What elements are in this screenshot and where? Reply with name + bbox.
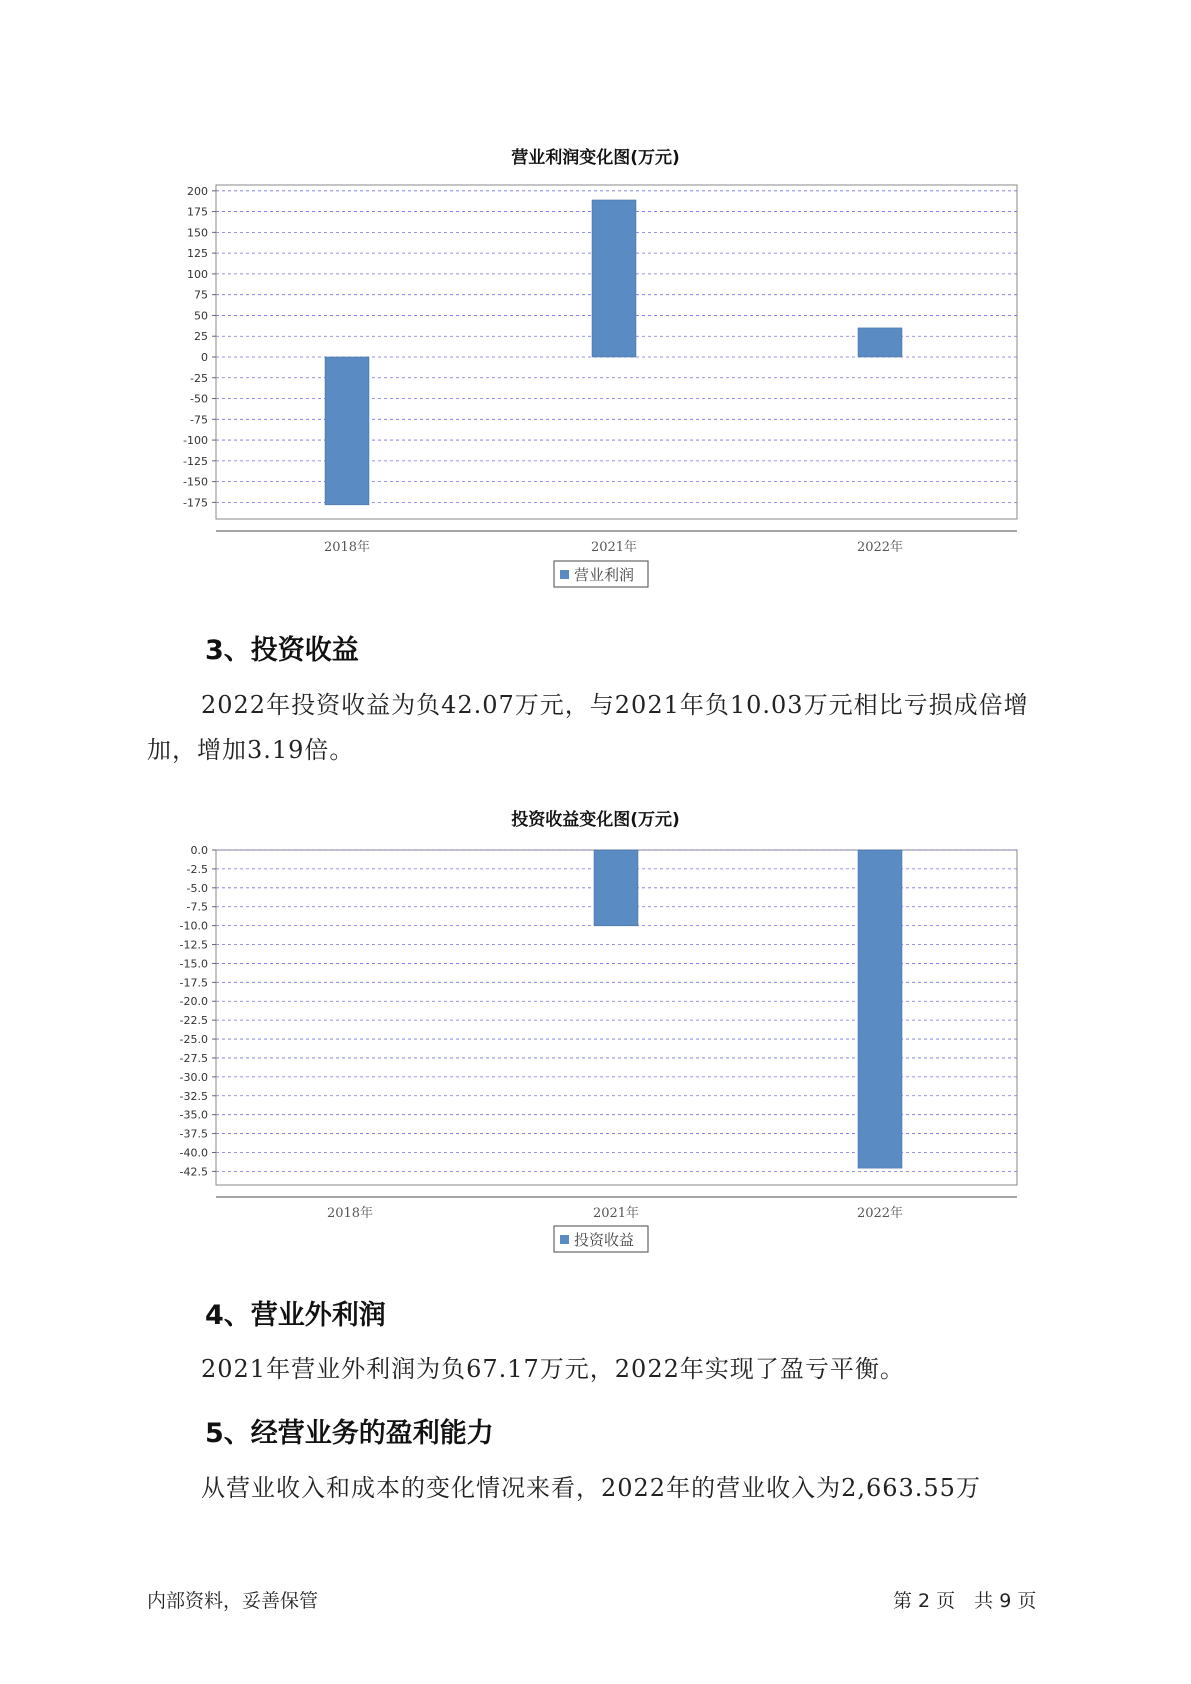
y-tick-label: -10.0 (179, 919, 208, 933)
y-tick-label: -17.5 (179, 976, 208, 990)
footer-confidential-note: 内部资料，妥善保管 (147, 1590, 319, 1612)
section-3-paragraph: 2022年投资收益为负42.07万元，与2021年负10.03万元相比亏损成倍增加，增加3.19倍。 (147, 691, 1029, 764)
y-tick-label: -25 (190, 371, 208, 385)
bar-2022年 (858, 328, 902, 357)
section-5-paragraph: 从营业收入和成本的变化情况来看，2022年的营业收入为2,663.55万 (201, 1474, 981, 1502)
y-tick-label: 25 (194, 330, 208, 344)
y-tick-label: -75 (190, 413, 208, 427)
y-tick-label: 125 (187, 247, 208, 261)
section-4-heading: 4、营业外利润 (205, 1300, 386, 1331)
section-4-paragraph: 2021年营业外利润为负67.17万元，2022年实现了盈亏平衡。 (201, 1355, 905, 1383)
section-5-heading: 5、经营业务的盈利能力 (205, 1418, 494, 1449)
y-tick-label: -22.5 (179, 1014, 208, 1028)
legend-swatch (560, 1235, 569, 1244)
y-tick-label: -175 (183, 496, 208, 510)
y-tick-label: -27.5 (179, 1051, 208, 1065)
x-category-label: 2022年 (856, 1206, 904, 1221)
chart2-title: 投资收益变化图(万元) (511, 810, 680, 830)
y-tick-label: 0 (201, 350, 208, 364)
legend-label: 投资收益 (574, 1231, 635, 1249)
y-tick-label: 150 (187, 226, 208, 240)
x-category-label: 2021年 (590, 540, 638, 555)
y-tick-label: -125 (183, 454, 208, 468)
y-tick-label: -15.0 (179, 957, 208, 971)
bar-2018年 (325, 357, 369, 505)
bar-2021年 (594, 850, 638, 926)
y-tick-label: -32.5 (179, 1089, 208, 1103)
y-tick-label: -7.5 (186, 900, 208, 914)
footer-page-number: 第 2 页 共 9 页 (893, 1590, 1037, 1612)
legend (554, 1226, 648, 1252)
y-tick-label: -2.5 (186, 862, 208, 876)
y-tick-label: -50 (190, 392, 208, 406)
y-tick-label: -35.0 (179, 1108, 208, 1122)
x-category-label: 2022年 (856, 540, 904, 555)
legend-label: 营业利润 (574, 566, 635, 584)
y-tick-label: 0.0 (190, 844, 208, 857)
y-tick-label: -25.0 (179, 1033, 208, 1047)
legend (554, 561, 648, 587)
y-tick-label: -20.0 (179, 995, 208, 1009)
x-category-label: 2018年 (326, 1206, 374, 1221)
y-tick-label: -5.0 (186, 881, 208, 895)
legend-swatch (560, 570, 569, 579)
y-tick-label: -150 (183, 475, 208, 489)
y-tick-label: 75 (194, 288, 208, 302)
chart1-title: 营业利润变化图(万元) (511, 148, 680, 168)
y-tick-label: -40.0 (179, 1146, 208, 1160)
operating-profit-chart (0, 180, 1191, 640)
x-category-label: 2018年 (323, 540, 371, 555)
y-tick-label: -37.5 (179, 1127, 208, 1141)
y-tick-label: 200 (187, 184, 208, 198)
section-3-heading: 3、投资收益 (205, 635, 359, 666)
y-tick-label: 100 (187, 267, 208, 281)
bar-2022年 (858, 850, 902, 1168)
y-tick-label: -12.5 (179, 938, 208, 952)
y-tick-label: 175 (187, 205, 208, 219)
investment-income-chart (0, 840, 1191, 1300)
x-category-label: 2021年 (592, 1206, 640, 1221)
y-tick-label: -100 (183, 434, 208, 448)
y-tick-label: -42.5 (179, 1165, 208, 1179)
y-tick-label: 50 (194, 309, 208, 323)
bar-2021年 (592, 200, 636, 357)
y-tick-label: -30.0 (179, 1070, 208, 1084)
